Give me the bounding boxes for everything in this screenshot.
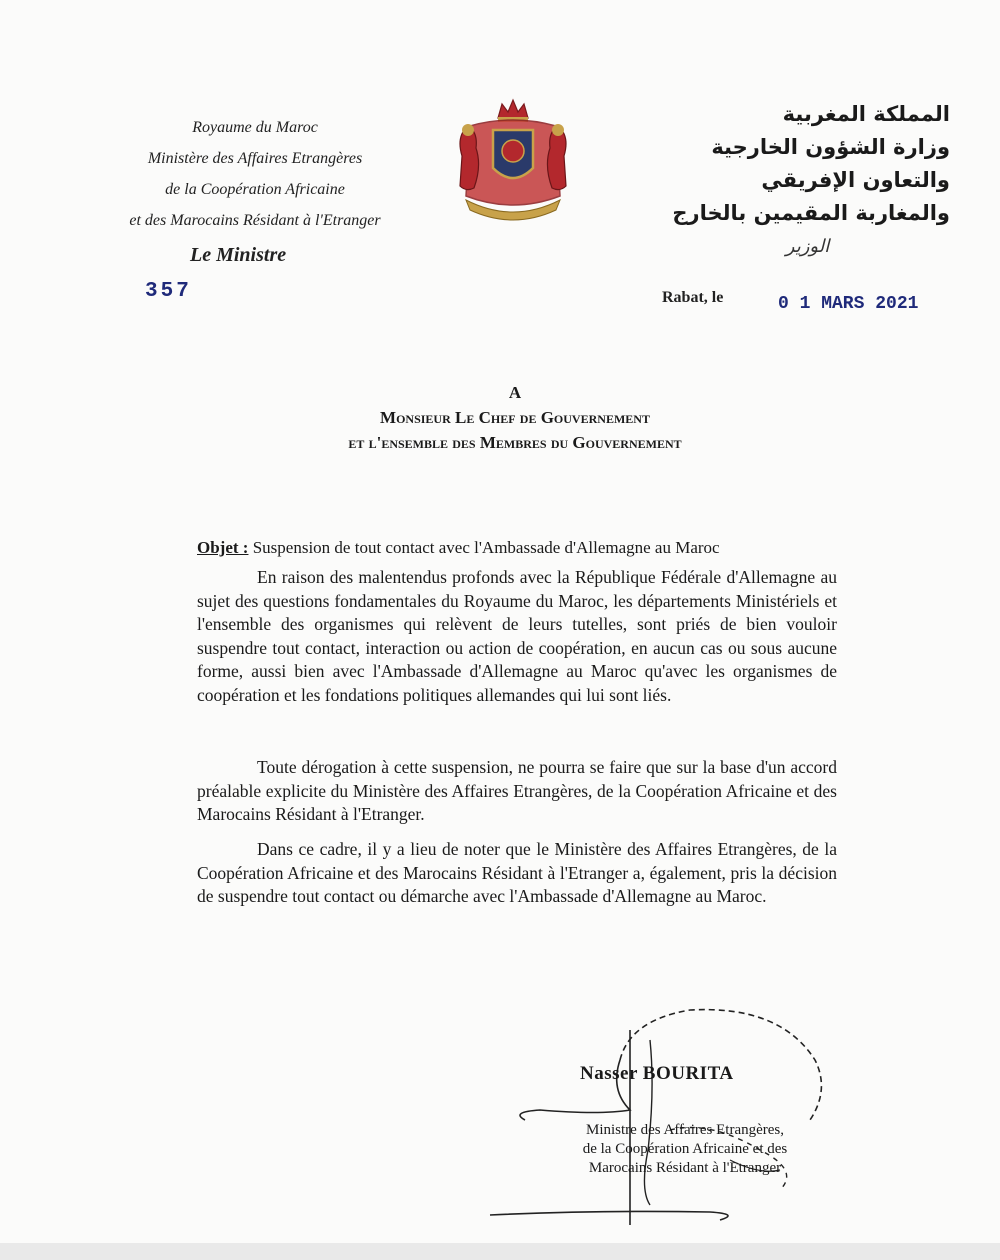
letterhead-arabic bbox=[650, 98, 950, 230]
signatory-title bbox=[540, 1121, 830, 1178]
letterhead-line: Royaume du Maroc bbox=[192, 119, 318, 136]
letterhead-line: وزارة الشؤون الخارجية bbox=[711, 135, 950, 159]
signatory-title-line: Marocains Résidant à l'Etranger bbox=[588, 1160, 782, 1176]
subject-label: Objet : bbox=[197, 538, 249, 557]
coat-of-arms-emblem bbox=[448, 96, 578, 226]
date-stamp: 0 1 MARS 2021 bbox=[778, 294, 919, 314]
recipient-line: et l'ensemble des Membres du Gouvernement bbox=[348, 433, 682, 452]
minister-label-french: Le Ministre bbox=[190, 244, 287, 266]
body-paragraph: Toute dérogation à cette suspension, ne pourra se faire que sur la base d'un accord préalable explicite du Ministère des Affaires Etrangères, de la Coopération Africaine et des Marocains Résidant à l'Etranger. bbox=[197, 757, 837, 824]
subject-text: Suspension de tout contact avec l'Ambassade d'Allemagne au Maroc bbox=[248, 538, 720, 557]
handwritten-signature bbox=[480, 1000, 840, 1240]
letterhead-french bbox=[95, 112, 415, 236]
letterhead-line: المملكة المغربية bbox=[782, 102, 950, 126]
subject-line bbox=[197, 538, 837, 558]
signatory-title-line: Ministre des Affaires Etrangères, bbox=[586, 1122, 784, 1138]
recipient-line: Monsieur Le Chef de Gouvernement bbox=[380, 408, 650, 427]
bottom-edge bbox=[0, 1243, 1000, 1260]
letterhead-line: والتعاون الإفريقي bbox=[761, 168, 950, 192]
letterhead-line: de la Coopération Africaine bbox=[165, 181, 345, 198]
signatory-name: Nasser BOURITA bbox=[580, 1063, 734, 1084]
minister-label-arabic: الوزير bbox=[785, 236, 830, 257]
reference-number-stamp: 357 bbox=[145, 280, 192, 303]
letterhead-line: والمغاربة المقيمين بالخارج bbox=[672, 201, 950, 225]
letterhead-line: et des Marocains Résidant à l'Etranger bbox=[129, 212, 381, 229]
signatory-title-line: de la Coopération Africaine et des bbox=[582, 1141, 788, 1157]
recipient-a: A bbox=[508, 383, 522, 402]
body-paragraph: En raison des malentendus profonds avec la République Fédérale d'Allemagne au sujet des questions fondamentales du Royaume du Maroc, les départements Ministériels et l'ensemble des organismes qui relèvent de leurs tutelles, sont priés de bien vouloir suspendre tout contact, interaction ou action de coopération, en aucun cas ou sous aucune forme, aussi bien avec l'Ambassade d'Allemagne au Maroc qu'avec les organismes de coopération et les fondations politiques allemandes qui lui sont liés. bbox=[197, 567, 837, 705]
letterhead-line: Ministère des Affaires Etrangères bbox=[147, 150, 363, 167]
body-paragraph: Dans ce cadre, il y a lieu de noter que le Ministère des Affaires Etrangères, de la Coopération Africaine et des Marocains Résidant à l'Etranger a, également, pris la décision de suspendre tout contact ou démarche avec l'Ambassade d'Allemagne au Maroc. bbox=[197, 839, 837, 906]
place-label: Rabat, le bbox=[662, 289, 724, 306]
recipient-block bbox=[250, 380, 780, 455]
